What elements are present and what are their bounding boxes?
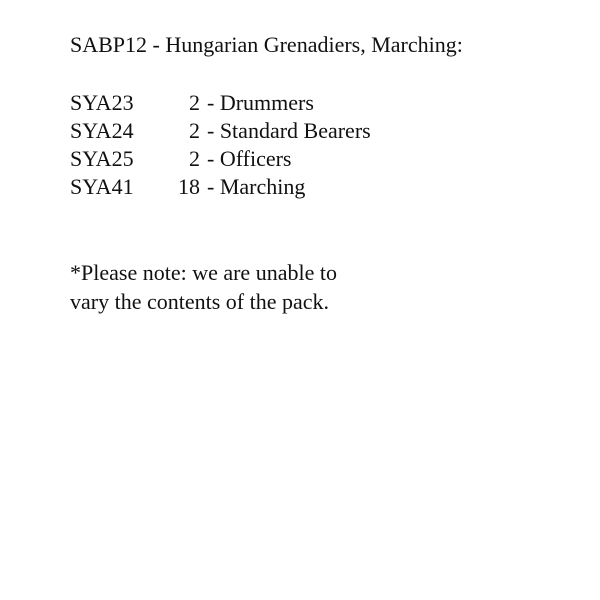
item-code: SYA23 <box>70 90 134 115</box>
pack-note-line-1: *Please note: we are unable to <box>70 260 337 285</box>
item-description: - Marching <box>207 174 306 199</box>
item-description: - Standard Bearers <box>207 118 371 143</box>
item-description: - Officers <box>207 146 292 171</box>
item-code: SYA24 <box>70 118 134 143</box>
item-code: SYA41 <box>70 174 134 199</box>
item-quantity: 2 <box>189 90 200 115</box>
item-code: SYA25 <box>70 146 134 171</box>
pack-note-line-2: vary the contents of the pack. <box>70 289 330 314</box>
pack-title: SABP12 - Hungarian Grenadiers, Marching: <box>70 32 463 57</box>
item-quantity: 18 <box>178 174 200 199</box>
item-quantity: 2 <box>189 118 200 143</box>
item-quantity: 2 <box>189 146 200 171</box>
item-description: - Drummers <box>207 90 314 115</box>
